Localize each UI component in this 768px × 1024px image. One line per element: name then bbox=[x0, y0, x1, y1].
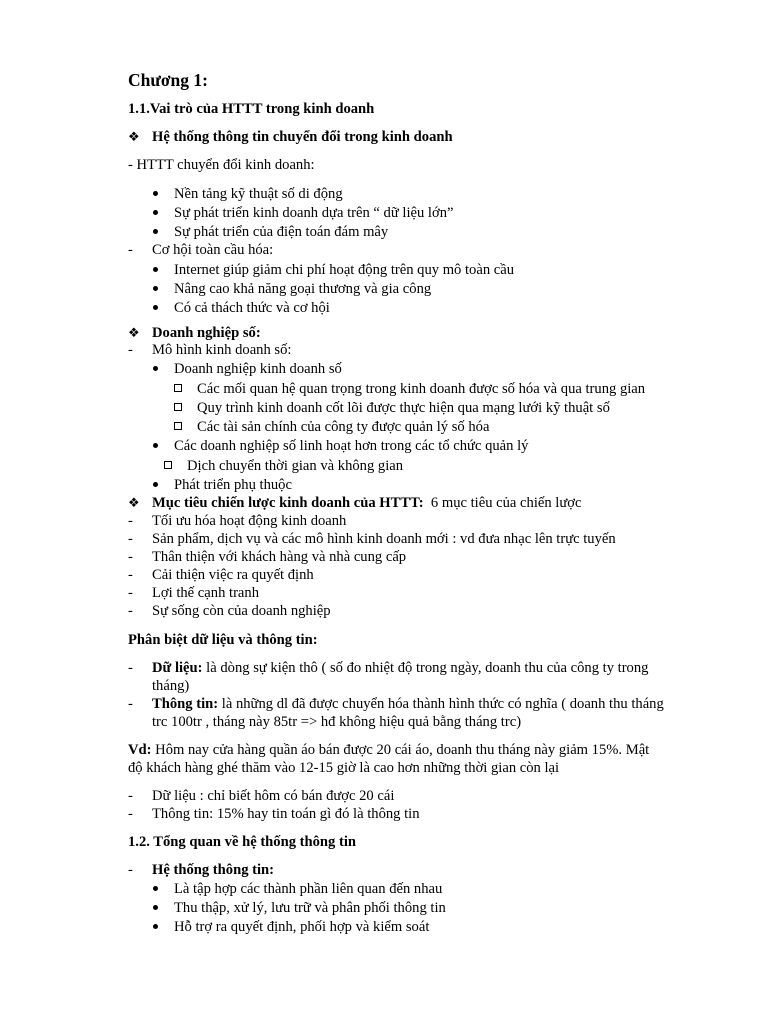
bullet-dot-icon bbox=[153, 924, 158, 929]
heading-is: Hệ thống thông tin: bbox=[152, 862, 275, 878]
info-label: Thông tin: bbox=[152, 696, 219, 712]
list-item: Cải thiện việc ra quyết định bbox=[152, 567, 314, 583]
list-item: Quy trình kinh doanh cốt lõi được thực hiện qua mạng lưới kỹ thuật số bbox=[197, 400, 610, 416]
dash-bullet: - bbox=[128, 660, 133, 676]
data-text: là dòng sự kiện thô ( số đo nhiệt độ trong ngày, doanh thu của công ty trong bbox=[206, 660, 649, 676]
list-item: Nền tảng kỹ thuật số di động bbox=[174, 186, 343, 202]
square-bullet-icon bbox=[174, 422, 182, 430]
bullet-dot-icon bbox=[153, 267, 158, 272]
dash-bullet: - bbox=[128, 603, 133, 619]
dash-bullet: - bbox=[128, 585, 133, 601]
list-item: Là tập hợp các thành phần liên quan đến nhau bbox=[174, 881, 443, 897]
list-item: Nâng cao khả năng goại thương và gia công bbox=[174, 281, 432, 297]
chapter-title: Chương 1: bbox=[128, 70, 208, 90]
list-item: Các mối quan hệ quan trọng trong kinh doanh được số hóa và qua trung gian bbox=[197, 381, 646, 397]
goals-note: 6 mục tiêu của chiến lược bbox=[430, 495, 582, 511]
dash-bullet: - bbox=[128, 531, 133, 547]
transform-intro: - HTTT chuyển đổi kinh doanh: bbox=[128, 157, 315, 173]
data-label: Dữ liệu: bbox=[152, 660, 203, 676]
dash-bullet: - bbox=[128, 862, 133, 878]
example-line1 bbox=[128, 741, 649, 759]
diamond-bullet-icon: ❖ bbox=[128, 495, 140, 510]
list-item: Thông tin: 15% hay tin toán gì đó là thông tin bbox=[152, 806, 420, 822]
bullet-dot-icon bbox=[153, 210, 158, 215]
list-item: Internet giúp giảm chi phí hoạt động trên quy mô toàn cầu bbox=[174, 262, 515, 278]
heading-data-info: Phân biệt dữ liệu và thông tin: bbox=[128, 632, 318, 648]
heading-digital: Doanh nghiệp số: bbox=[152, 325, 261, 341]
list-item: Doanh nghiệp kinh doanh số bbox=[174, 361, 342, 377]
data-definition-line1 bbox=[152, 659, 648, 677]
example-text: Hôm nay cửa hàng quần áo bán được 20 cái áo, doanh thu tháng này giảm 15%. Mật bbox=[155, 742, 650, 758]
data-definition-line2: tháng) bbox=[152, 678, 190, 694]
dash-bullet: - bbox=[128, 567, 133, 583]
list-item: Hỗ trợ ra quyết định, phối hợp và kiểm soát bbox=[174, 919, 430, 935]
square-bullet-icon bbox=[174, 403, 182, 411]
bullet-dot-icon bbox=[153, 482, 158, 487]
example-line2: độ khách hàng ghé thăm vào 12-15 giờ là cao hơn những thời gian còn lại bbox=[128, 760, 560, 776]
bullet-dot-icon bbox=[153, 886, 158, 891]
list-item: Sản phẩm, dịch vụ và các mô hình kinh doanh mới : vd đưa nhạc lên trực tuyến bbox=[152, 531, 616, 547]
square-bullet-icon bbox=[164, 461, 172, 469]
bullet-dot-icon bbox=[153, 305, 158, 310]
dash-bullet: - bbox=[128, 549, 133, 565]
heading-transform: Hệ thống thông tin chuyển đổi trong kinh doanh bbox=[152, 129, 453, 145]
bullet-dot-icon bbox=[153, 286, 158, 291]
dash-bullet: - bbox=[128, 696, 133, 712]
list-item: Các tài sản chính của công ty được quản lý số hóa bbox=[197, 419, 490, 435]
section-1-2-title: 1.2. Tổng quan về hệ thống thông tin bbox=[128, 834, 357, 850]
list-item: Có cả thách thức và cơ hội bbox=[174, 300, 330, 316]
list-item: Phát triển phụ thuộc bbox=[174, 477, 292, 493]
heading-goals: Mục tiêu chiến lược kinh doanh của HTTT: bbox=[152, 495, 424, 511]
bullet-dot-icon bbox=[153, 229, 158, 234]
global-label: Cơ hội toàn cầu hóa: bbox=[152, 242, 274, 258]
square-bullet-icon bbox=[174, 384, 182, 392]
dash-bullet: - bbox=[128, 242, 133, 258]
bullet-dot-icon bbox=[153, 905, 158, 910]
bullet-dot-icon bbox=[153, 191, 158, 196]
list-item: Sự sống còn của doanh nghiệp bbox=[152, 603, 331, 619]
dash-bullet: - bbox=[128, 513, 133, 529]
list-item: Các doanh nghiệp số linh hoạt hơn trong các tổ chức quản lý bbox=[174, 438, 529, 454]
dash-bullet: - bbox=[128, 788, 133, 804]
digital-model: Mô hình kinh doanh số: bbox=[152, 342, 292, 358]
info-definition-line1 bbox=[152, 695, 664, 713]
info-definition-line2: trc 100tr , tháng này 85tr => hđ không hiệu quả bằng tháng trc) bbox=[152, 714, 522, 730]
heading-goals-line bbox=[152, 494, 581, 512]
example-label: Vd: bbox=[128, 742, 152, 758]
list-item: Tối ưu hóa hoạt động kinh doanh bbox=[152, 513, 347, 529]
list-item: Thu thập, xử lý, lưu trữ và phân phối thông tin bbox=[174, 900, 446, 916]
list-item: Dịch chuyển thời gian và không gian bbox=[187, 458, 404, 474]
section-1-1-title: 1.1.Vai trò của HTTT trong kinh doanh bbox=[128, 101, 375, 117]
list-item: Dữ liệu : chỉ biết hôm có bán được 20 cái bbox=[152, 788, 395, 804]
diamond-bullet-icon: ❖ bbox=[128, 325, 140, 340]
bullet-dot-icon bbox=[153, 366, 158, 371]
list-item: Lợi thế cạnh tranh bbox=[152, 585, 259, 601]
dash-bullet: - bbox=[128, 806, 133, 822]
dash-bullet: - bbox=[128, 342, 133, 358]
list-item: Sự phát triển kinh doanh dựa trên “ dữ liệu lớn” bbox=[174, 205, 454, 221]
bullet-dot-icon bbox=[153, 443, 158, 448]
list-item: Sự phát triển của điện toán đám mây bbox=[174, 224, 389, 240]
list-item: Thân thiện với khách hàng và nhà cung cấp bbox=[152, 549, 407, 565]
info-text: là những dl đã được chuyển hóa thành hình thức có nghĩa ( doanh thu tháng bbox=[221, 696, 664, 712]
diamond-bullet-icon: ❖ bbox=[128, 129, 140, 144]
